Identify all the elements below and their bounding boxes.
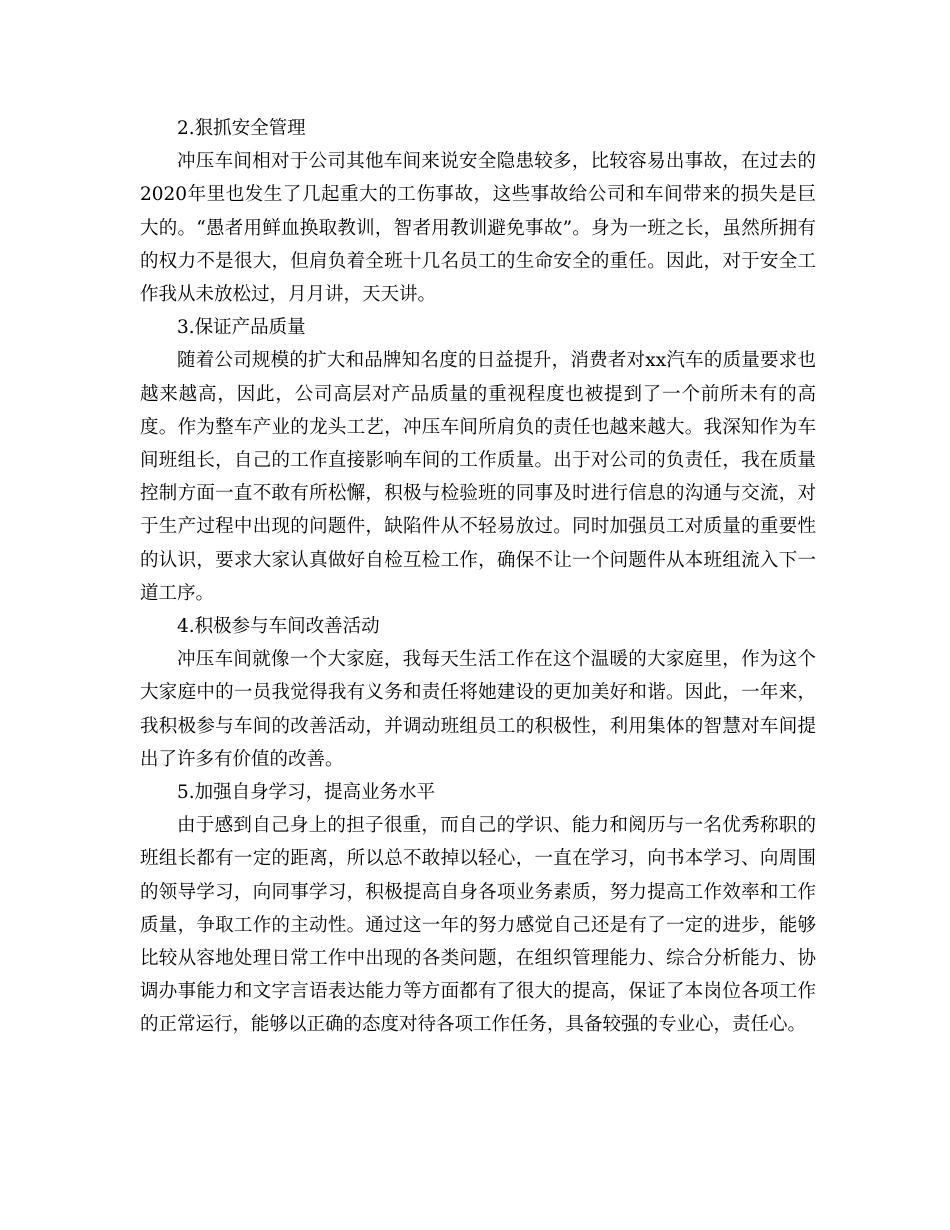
section-heading: 4.积极参与车间改善活动 [177, 616, 380, 638]
section-improvement-activities [140, 610, 816, 776]
section-paragraph: 冲压车间就像一个大家庭，我每天生活工作在这个温暖的大家庭里，作为这个大家庭中的一员我觉得我有义务和责任将她建设的更加美好和谐。因此，一年来，我积极参与车间的改善活动，并调动班组员工的积极性，利用集体的智慧对车间提出了许多有价值的改善。 [140, 649, 816, 770]
section-heading: 5.加强自身学习，提高业务水平 [177, 782, 436, 804]
section-paragraph: 由于感到自己身上的担子很重，而自己的学识、能力和阅历与一名优秀称职的班组长都有一定的距离，所以总不敢掉以轻心，一直在学习，向书本学习、向周围的领导学习，向同事学习，积极提高自身各项业务素质，努力提高工作效率和工作质量，争取工作的主动性。通过这一年的努力感觉自己还是有了一定的进步，能够比较从容地处理日常工作中出现的各类问题，在组织管理能力、综合分析能力、协调办事能力和文字言语表达能力等方面都有了很大的提高，保证了本岗位各项工作的正常运行，能够以正确的态度对待各项工作任务，具备较强的专业心，责任心。 [140, 815, 816, 1036]
section-product-quality [140, 311, 816, 610]
section-paragraph: 随着公司规模的扩大和品牌知名度的日益提升，消费者对xx汽车的质量要求也越来越高，因此，公司高层对产品质量的重视程度也被提到了一个前所未有的高度。作为整车产业的龙头工艺，冲压车间所肩负的责任也越来越大。我深知作为车间班组长，自己的工作直接影响车间的工作质量。出于对公司的负责任，我在质量控制方面一直不敢有所松懈，积极与检验班的同事及时进行信息的沟通与交流，对于生产过程中出现的问题件，缺陷件从不轻易放过。同时加强员工对质量的重要性的认识，要求大家认真做好自检互检工作，确保不让一个问题件从本班组流入下一道工序。 [140, 350, 816, 604]
section-safety-management [140, 112, 816, 311]
section-paragraph: 冲压车间相对于公司其他车间来说安全隐患较多，比较容易出事故，在过去的2020年里也发生了几起重大的工伤事故，这些事故给公司和车间带来的损失是巨大的。“愚者用鲜血换取教训，智者用教训避免事故”。身为一班之长，虽然所拥有的权力不是很大，但肩负着全班十几名员工的生命安全的重任。因此，对于安全工作我从未放松过，月月讲，天天讲。 [140, 151, 816, 306]
section-heading: 3.保证产品质量 [177, 317, 306, 339]
document-page [140, 112, 816, 1042]
section-self-learning [140, 776, 816, 1042]
section-heading: 2.狠抓安全管理 [177, 118, 306, 139]
